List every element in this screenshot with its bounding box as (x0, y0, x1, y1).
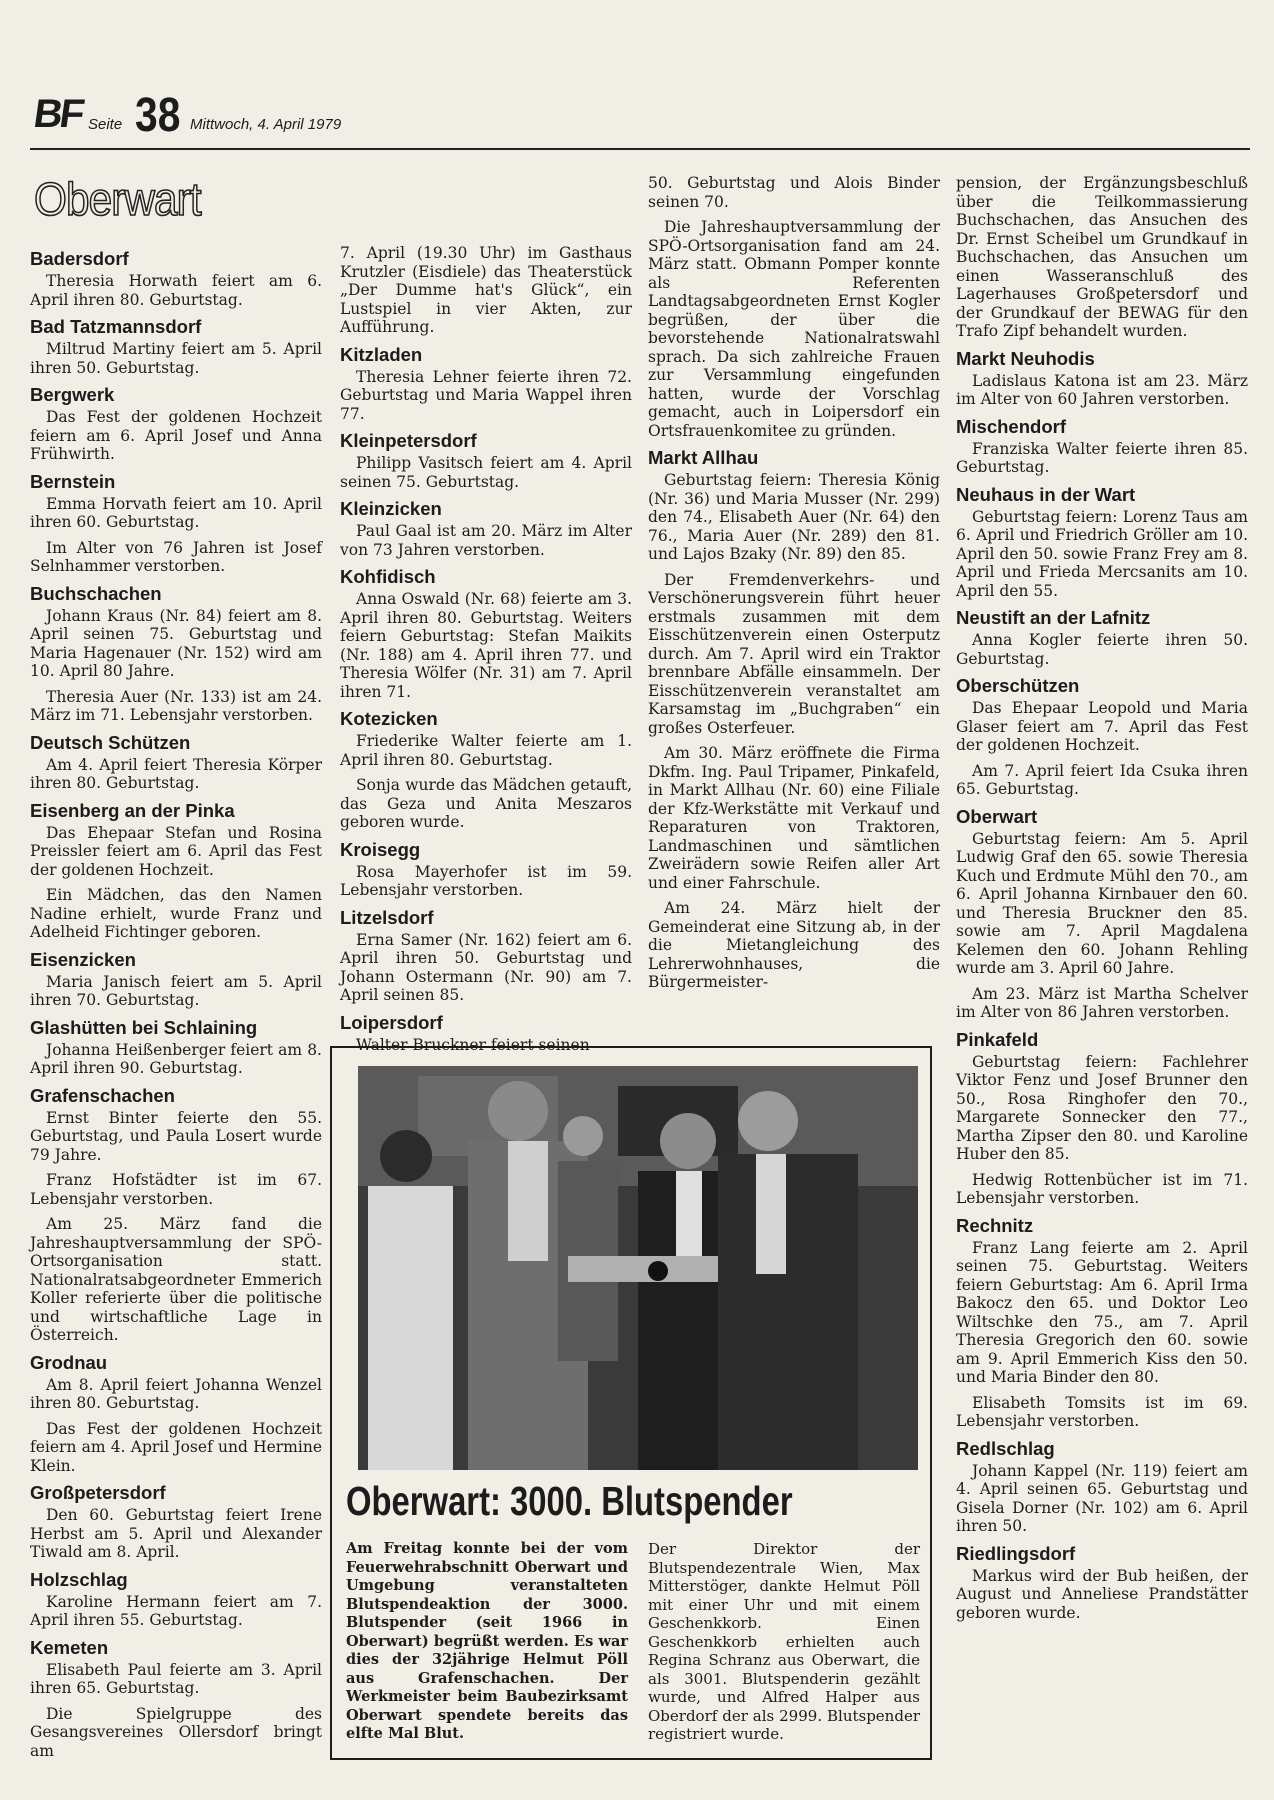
news-paragraph: Den 60. Geburtstag feiert Irene Herbst am 5. April und Alexander Tiwald am 8. April. (30, 1506, 322, 1561)
place-heading: Markt Allhau (648, 447, 759, 468)
place-heading: Neustift an der Lafnitz (956, 607, 1151, 628)
photo-illustration (358, 1066, 918, 1470)
place-heading: Loipersdorf (340, 1011, 443, 1033)
news-paragraph: Der Fremdenverkehrs- und Verschönerungsverein führt heuer erstmals zusammen mit dem Eisschützenverein einen Osterputz durch. Am 7. April wird ein Traktor brennbare Abfälle einsammeln. Der Eisschützenverein veranstaltet am Karsamstag im „Buchgraben“ ein großes Osterfeuer. (648, 570, 940, 737)
news-paragraph: Franz Hofstädter ist im 67. Lebensjahr verstorben. (30, 1171, 322, 1208)
place-heading: Buchschachen (30, 582, 162, 604)
news-paragraph: Ein Mädchen, das den Namen Nadine erhielt, wurde Franz und Adelheid Fichtinger geboren. (30, 886, 322, 941)
news-paragraph: Franziska Walter feierte ihren 85. Geburtstag. (956, 439, 1248, 476)
news-paragraph: Emma Horvath feiert am 10. April ihren 60. Geburtstag. (30, 494, 322, 531)
news-paragraph: Walter Bruckner feiert seinen (356, 1035, 590, 1054)
column-1 (30, 244, 322, 1767)
place-heading: Eisenzicken (30, 948, 136, 970)
news-paragraph: Sonja wurde das Mädchen getauft, das Geza und Anita Meszaros geboren wurde. (340, 776, 632, 831)
place-heading: Litzelsdorf (340, 906, 434, 928)
news-paragraph: Ladislaus Katona ist am 23. März im Alter von 60 Jahren verstorben. (956, 371, 1248, 408)
place-heading: Holzschlag (30, 1568, 128, 1590)
place-heading: Kroisegg (340, 838, 421, 860)
feature-headline: Oberwart: 3000. Blutspender (346, 1478, 793, 1524)
news-paragraph: Geburtstag feiern: Lorenz Taus am 6. April und Friedrich Gröller am 10. April den 50. sowie Franz Frey am 8. April und Frieda Mercsanits am 10. April den 55. (956, 507, 1248, 600)
feature-body: Der Direktor der Blutspendezentrale Wien, Max Mitterstöger, dankte Helmut Pöll mit einer Uhr und mit einem Geschenkkorb. Einen Geschenkkorb erhielten auch Regina Schranz aus Oberwart, die als 3001. Blutspenderin gezählt wurde, und Alfred Halper aus Oberdorf der als 2999. Blutspender registriert wurde. (648, 1540, 920, 1743)
place-heading: Bergwerk (30, 384, 115, 405)
news-paragraph: Die Spielgruppe des Gesangsvereines Ollersdorf bringt am (30, 1704, 322, 1760)
news-paragraph: Das Ehepaar Leopold und Maria Glaser feiert am 7. April das Fest der goldenen Hochzeit. (956, 699, 1248, 754)
place-heading: Bernstein (30, 470, 116, 492)
news-paragraph: Das Fest der goldenen Hochzeit feiern am 6. April Josef und Anna Frühwirth. (30, 408, 322, 463)
place-heading: Mischendorf (956, 415, 1066, 437)
news-paragraph: Am 24. März hielt der Gemeinderat eine Sitzung ab, in der die Mietangleichung des Lehrerwohnhauses, die Bürgermeister- (648, 899, 940, 991)
place-heading: Grafenschachen (30, 1084, 175, 1106)
news-paragraph: Im Alter von 76 Jahren ist Josef Selnhammer verstorben. (30, 538, 322, 575)
place-heading: Großpetersdorf (30, 1482, 166, 1503)
place-heading: Kitzladen (340, 343, 423, 365)
feature-photo (358, 1066, 918, 1470)
news-paragraph: Maria Janisch feiert am 5. April ihren 70. Geburtstag. (30, 972, 322, 1009)
place-heading: Kemeten (30, 1636, 109, 1658)
news-paragraph: Am 30. März eröffnete die Firma Dkfm. Ing. Paul Tripamer, Pinkafeld, in Markt Allhau (Nr. 60) eine Filiale der Kfz-Werkstätte mit Verkauf und Reparaturen von Traktoren, Landmaschinen und sämtlichen Zweirädern sowie Reifen aller Art und einer Fahrschule. (648, 744, 940, 892)
place-heading: Badersdorf (30, 248, 129, 269)
place-heading: Eisenberg an der Pinka (30, 799, 235, 821)
news-paragraph: Philipp Vasitsch feiert am 4. April seinen 75. Geburtstag. (340, 454, 632, 491)
column-2 (340, 244, 632, 1061)
place-heading: Pinkafeld (956, 1028, 1039, 1050)
news-paragraph: Theresia Horwath feiert am 6. April ihren 80. Geburtstag. (30, 272, 322, 309)
page-label: Seite (88, 116, 123, 133)
column-4 (956, 174, 1248, 1629)
place-heading: Neuhaus in der Wart (956, 483, 1136, 505)
news-paragraph: Am 25. März fand die Jahreshauptversammlung der SPÖ-Ortsorganisation statt. Nationalratsabgeordneter Emmerich Koller referierte über die politische und wirtschaftliche Lage in Österreich. (30, 1215, 322, 1344)
section-kicker: Oberwart (34, 173, 201, 225)
place-heading: Rechnitz (956, 1214, 1034, 1236)
news-paragraph: Ernst Binter feierte den 55. Geburtstag, und Paula Losert wurde 79 Jahre. (30, 1108, 322, 1164)
page-number: 38 (135, 89, 181, 142)
news-paragraph: Anna Oswald (Nr. 68) feierte am 3. April ihren 80. Geburtstag. Weiters feiern Geburtstag: Stefan Maikits (Nr. 188) am 4. April ihren 77. und Theresia Wölfer (Nr. 31) am 7. April ihren 71. (340, 590, 632, 701)
column-3 (648, 174, 940, 999)
feature-lead: Am Freitag konnte bei der vom Feuerwehrabschnitt Oberwart und Umgebung veranstalteten Blutspendeaktion der 3000. Blutspender (seit 1966 in Oberwart) begrüßt werden. Es war dies der 32jährige Helmut Pöll aus Grafenschachen. Der Werkmeister beim Baubezirksamt Oberwart spendete bereits das elfte Mal Blut. (346, 1540, 628, 1742)
news-paragraph: Am 23. März ist Martha Schelver im Alter von 86 Jahren verstorben. (956, 984, 1248, 1021)
place-heading: Oberwart (956, 805, 1038, 827)
place-heading: Glashütten bei Schlaining (30, 1016, 258, 1038)
place-heading: Bad Tatzmannsdorf (30, 316, 202, 337)
news-paragraph: Franz Lang feierte am 2. April seinen 75. Geburtstag. Weiters feiern Geburtstag: Am 6. April Irma Bakocz den 65. und Doktor Leo Wiltschke den 75., am 7. April Theresia Gregorich den 60. sowie am 9. April Emmerich Kiss den 50. und Maria Binder den 80. (956, 1238, 1248, 1386)
place-heading: Markt Neuhodis (956, 347, 1095, 369)
place-heading: Kleinzicken (340, 498, 442, 519)
page-header (30, 89, 1250, 152)
place-heading: Kohfidisch (340, 566, 436, 587)
news-paragraph: Das Fest der goldenen Hochzeit feiern am 4. April Josef und Hermine Klein. (30, 1419, 322, 1475)
news-paragraph: Am 7. April feiert Ida Csuka ihren 65. Geburtstag. (956, 761, 1248, 798)
news-paragraph: Markus wird der Bub heißen, der August und Anneliese Prandstätter geboren wurde. (956, 1566, 1248, 1622)
news-paragraph: Am 8. April feiert Johanna Wenzel ihren 80. Geburtstag. (30, 1375, 322, 1412)
news-paragraph: Elisabeth Tomsits ist im 69. Lebensjahr verstorben. (956, 1393, 1248, 1430)
news-paragraph: Das Ehepaar Stefan und Rosina Preissler feiert am 6. April das Fest der goldenen Hochzeit. (30, 823, 322, 879)
news-paragraph: 50. Geburtstag und Alois Binder seinen 70. (648, 174, 940, 211)
issue-date: Mittwoch, 4. April 1979 (190, 116, 342, 133)
news-paragraph: Paul Gaal ist am 20. März im Alter von 73 Jahren verstorben. (340, 522, 632, 559)
news-paragraph: Geburtstag feiern: Theresia König (Nr. 36) und Maria Musser (Nr. 299) den 74., Elisabeth Auer (Nr. 64) den 76., Maria Auer (Nr. 289) den 81. und Lajos Bzaky (Nr. 89) den 85. (648, 471, 940, 563)
news-paragraph: 7. April (19.30 Uhr) im Gasthaus Krutzler (Eisdiele) das Theaterstück „Der Dumme hat's Glück“, ein Lustspiel in vier Akten, zur Aufführung. (340, 244, 632, 336)
news-paragraph: Erna Samer (Nr. 162) feiert am 6. April ihren 50. Geburtstag und Johann Ostermann (Nr. 90) am 7. April seinen 85. (340, 930, 632, 1004)
place-heading: Kleinpetersdorf (340, 430, 477, 451)
news-paragraph: Johanna Heißenberger feiert am 8. April ihren 90. Geburtstag. (30, 1040, 322, 1077)
news-paragraph: Am 4. April feiert Theresia Körper ihren 80. Geburtstag. (30, 755, 322, 792)
news-paragraph: pension, der Ergänzungsbeschluß über die Teilkommassierung Buchschachen, das Ansuchen des Dr. Ernst Scheibel um Grundkauf in Buchschachen, das Ansuchen um einen Wasseranschluß des Lagerhauses Großpetersdorf und der Grundkauf der BEWAG für den Trafo Zipf behandelt wurden. (956, 174, 1248, 340)
news-paragraph: Hedwig Rottenbücher ist im 71. Lebensjahr verstorben. (956, 1170, 1248, 1207)
news-paragraph: Theresia Auer (Nr. 133) ist am 24. März im 71. Lebensjahr verstorben. (30, 687, 322, 724)
place-heading: Redlschlag (956, 1437, 1055, 1459)
news-paragraph: Johann Kraus (Nr. 84) feiert am 8. April seinen 75. Geburtstag und Maria Hagenauer (Nr. 152) wird am 10. April 80 Jahre. (30, 606, 322, 680)
place-heading: Kotezicken (340, 708, 438, 729)
news-paragraph: Elisabeth Paul feierte am 3. April ihren 65. Geburtstag. (30, 1660, 322, 1697)
news-paragraph: Geburtstag feiern: Fachlehrer Viktor Fenz und Josef Brunner den 50., Rosa Ringhofer den 70., Margarete Sonnecker den 77., Martha Zipser den 80. und Karoline Huber den 85. (956, 1052, 1248, 1163)
news-paragraph: Karoline Hermann feiert am 7. April ihren 55. Geburtstag. (30, 1592, 322, 1629)
place-heading: Riedlingsdorf (956, 1542, 1076, 1564)
news-paragraph: Anna Kogler feierte ihren 50. Geburtstag. (956, 631, 1248, 668)
news-paragraph: Johann Kappel (Nr. 119) feiert am 4. April seinen 65. Geburtstag und Gisela Dorner (Nr. 102) am 6. April ihren 50. (956, 1461, 1248, 1535)
header-rule (30, 148, 1250, 150)
news-paragraph: Rosa Mayerhofer ist im 59. Lebensjahr verstorben. (340, 862, 632, 899)
newspaper-logo: BF (30, 92, 85, 136)
place-heading: Oberschützen (956, 675, 1080, 696)
news-paragraph: Die Jahreshauptversammlung der SPÖ-Ortsorganisation fand am 24. März statt. Obmann Pomper konnte als Referenten Landtagsabgeordneten Ernst Kogler begrüßen, der über die bevorstehende Nationalratswahl sprach. Da sich zahlreiche Frauen zur Versammlung eingefunden hatten, wurde der Vorschlag gemacht, auch in Loipersdorf ein Ortsfrauenkomitee zu gründen. (648, 218, 940, 440)
place-heading: Deutsch Schützen (30, 731, 191, 753)
news-paragraph: Miltrud Martiny feiert am 5. April ihren 50. Geburtstag. (30, 340, 322, 377)
news-paragraph: Geburtstag feiern: Am 5. April Ludwig Graf den 65. sowie Theresia Kuch und Erdmute Mühl den 70., am 6. April Johanna Kirnbauer den 60. und Theresia Bruckner den 85. sowie am 7. April Magdalena Kelemen den 60. Johann Rehling wurde am 3. April 60 Jahre. (956, 829, 1248, 977)
news-paragraph: Theresia Lehner feierte ihren 72. Geburtstag und Maria Wappel ihren 77. (340, 367, 632, 423)
place-heading: Grodnau (30, 1351, 108, 1373)
news-paragraph: Friederike Walter feierte am 1. April ihren 80. Geburtstag. (340, 732, 632, 769)
